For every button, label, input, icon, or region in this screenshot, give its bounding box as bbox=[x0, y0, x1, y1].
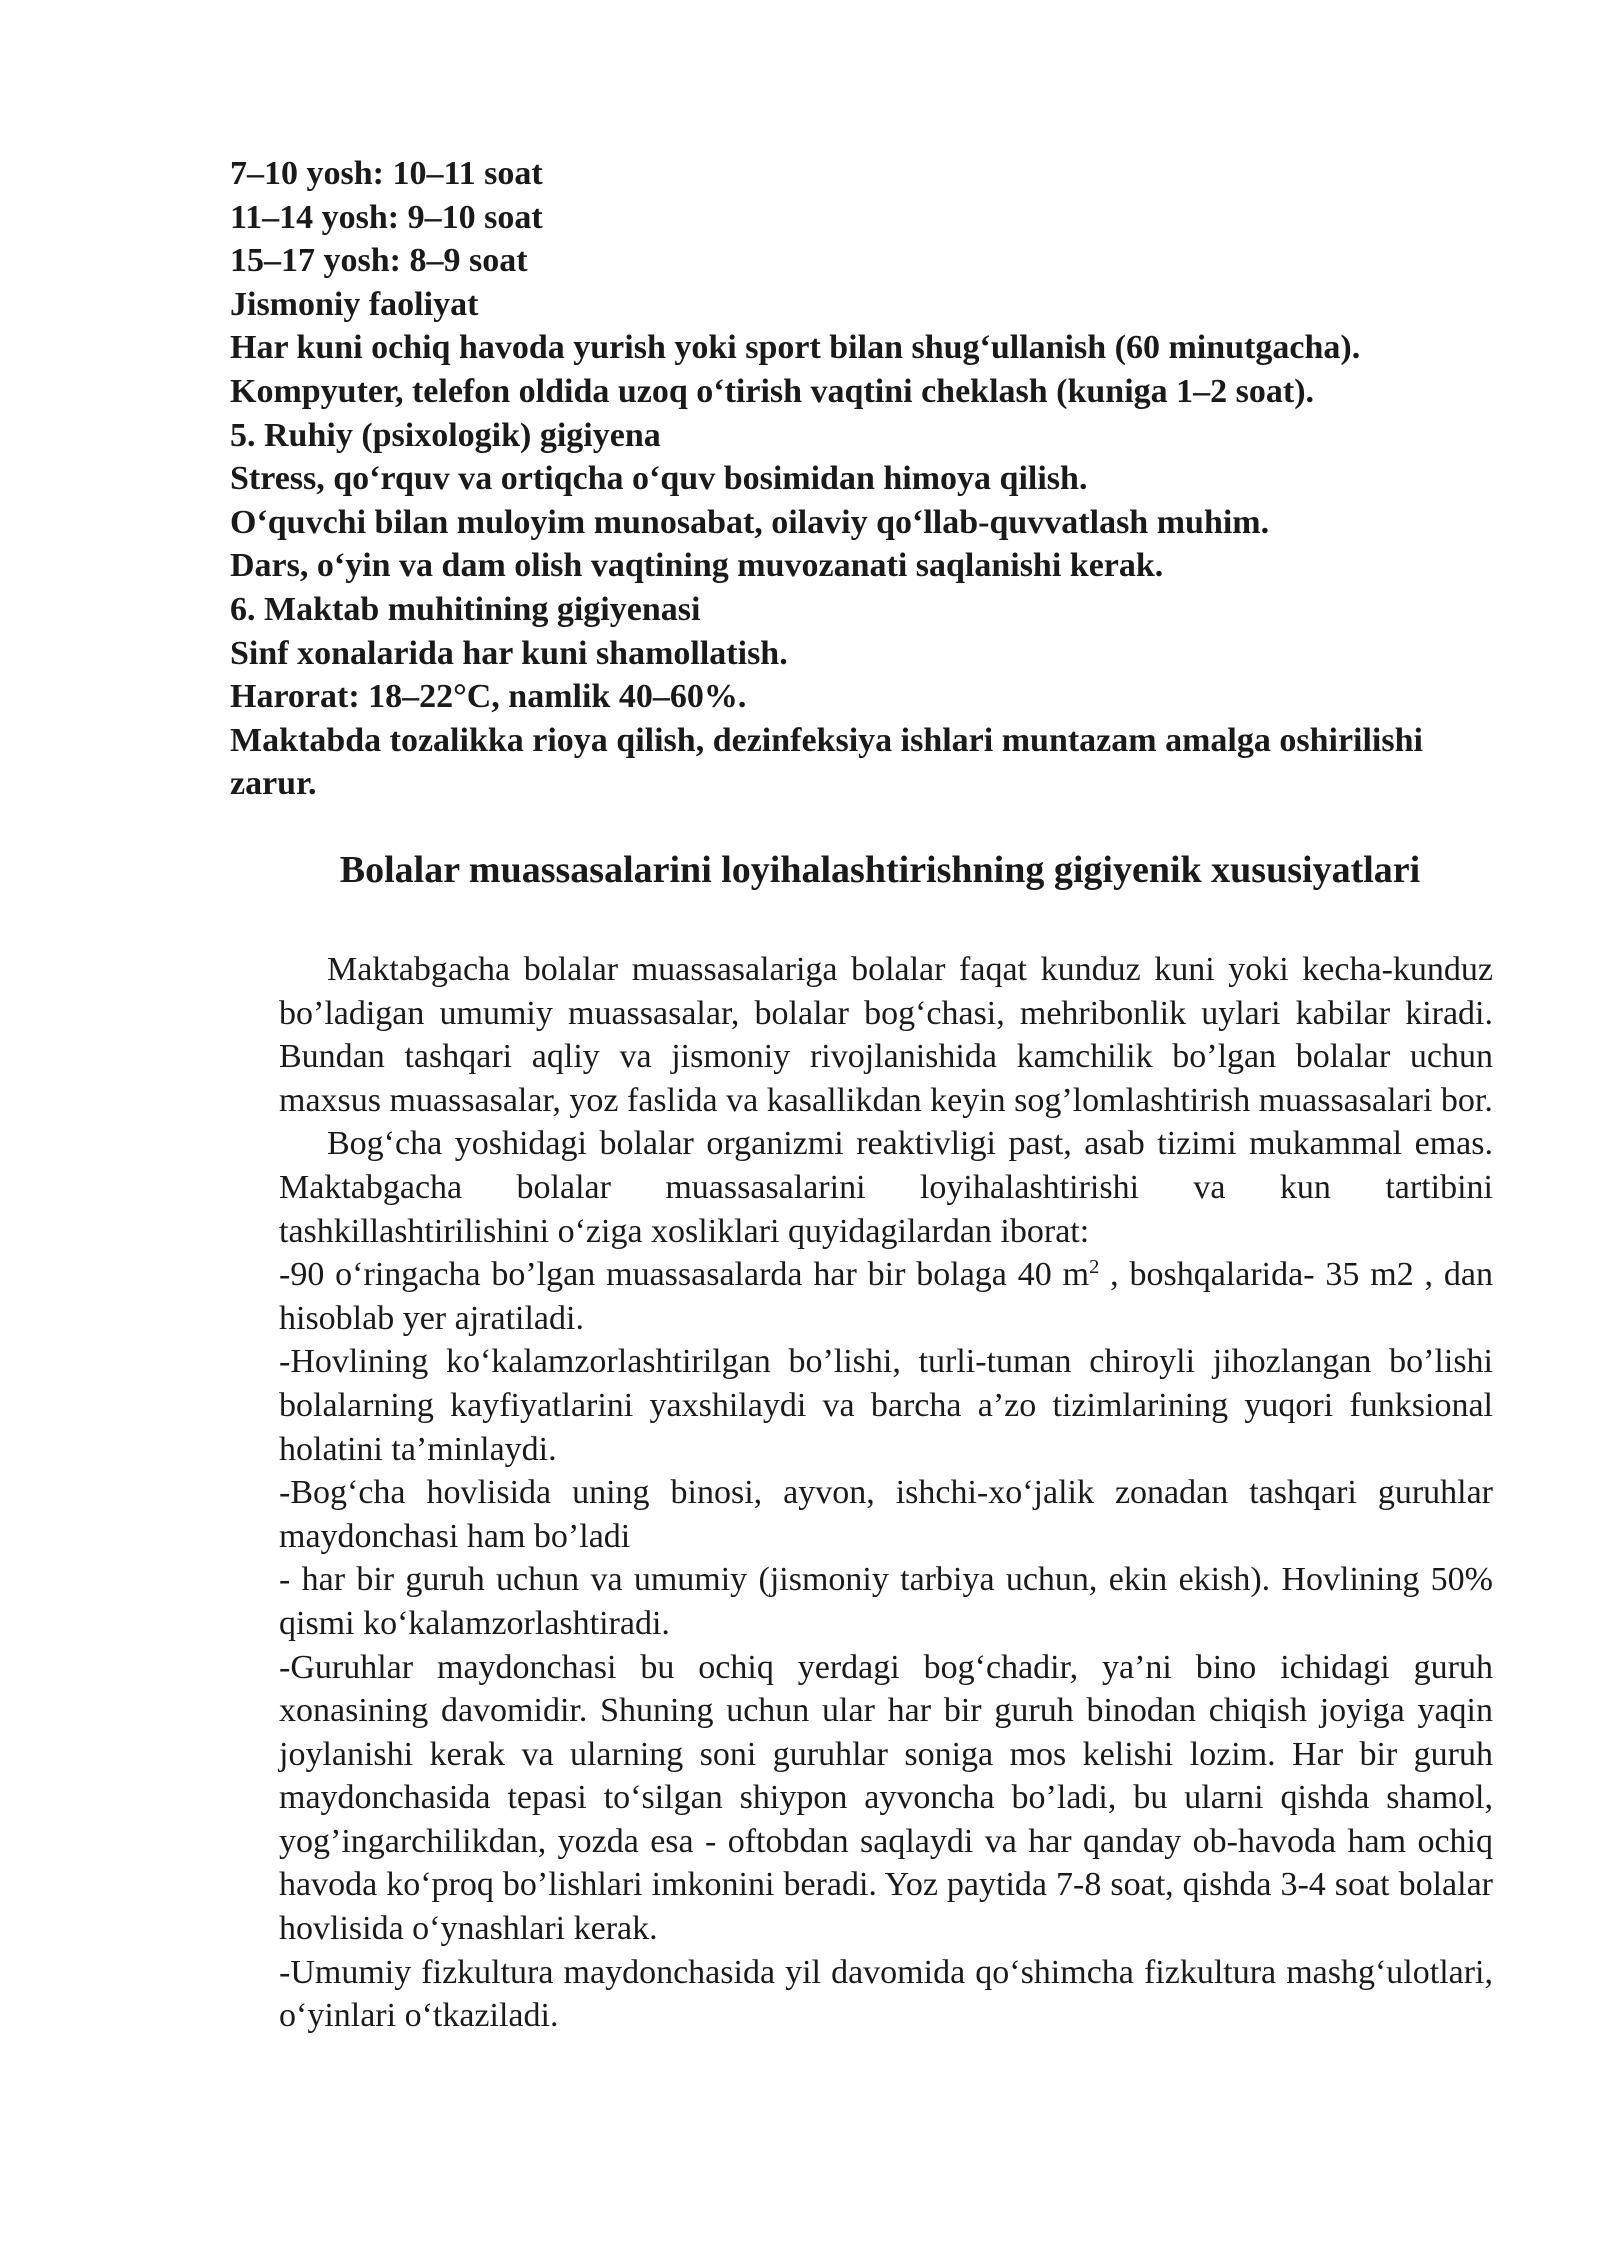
physical-activity-line-2: Kompyuter, telefon oldida uzoq o‘tirish vaqtini cheklash (kuniga 1–2 soat). bbox=[230, 372, 1315, 410]
sleep-11-14-line: 11–14 yosh: 9–10 soat bbox=[230, 198, 543, 236]
paragraph-5: -Bog‘cha hovlisida uning binosi, ayvon, ishchi-xo‘jalik zonadan tashqari guruhlar maydonchasi ham bo’ladi bbox=[279, 1474, 1493, 1555]
paragraph-2: Bog‘cha yoshidagi bolalar organizmi reaktivligi past, asab tizimi mukammal emas. Maktabgacha bolalar muassasalarini loyihalashtirishi va kun tartibini tashkillashtirilishini o‘ziga xosliklari quyidagilardan iborat: bbox=[279, 1125, 1493, 1250]
superscript-2: 2 bbox=[1089, 1256, 1100, 1279]
section-body bbox=[279, 948, 1493, 2038]
paragraph-7: -Guruhlar maydonchasi bu ochiq yerdagi bog‘chadir, ya’ni bino ichidagi guruh xonasining davomidir. Shuning uchun ular har bir guruh binodan chiqish joyiga yaqin joylanishi kerak va ularning soni guruhlar soniga mos kelishi lozim. Har bir guruh maydonchasida tepasi to‘silgan shiypon ayvoncha bo’ladi, bu ularni qishda shamol, yog’ingarchilikdan, yozda esa - oftobdan saqlaydi va har qanday ob-havoda ham ochiq havoda ko‘proq bo’lishlari imkonini beradi. Yoz paytida 7-8 soat, qishda 3-4 soat bolalar hovlisida o‘ynashlari kerak. bbox=[279, 1648, 1493, 1948]
bold-notes-block bbox=[230, 152, 1530, 806]
school-environment-line-3: Maktabda tozalikka rioya qilish, dezinfeksiya ishlari muntazam amalga oshirilishi zarur. bbox=[230, 721, 1423, 803]
psychological-line-3: Dars, o‘yin va dam olish vaqtining muvozanati saqlanishi kerak. bbox=[230, 547, 1164, 585]
school-environment-heading: 6. Maktab muhitining gigiyenasi bbox=[230, 590, 701, 628]
paragraph-1: Maktabgacha bolalar muassasalariga bolalar faqat kunduz kuni yoki kecha-kunduz bo’ladigan umumiy muassasalar, bolalar bog‘chasi, mehribonlik uylari kabilar kiradi. Bundan tashqari aqliy va jismoniy rivojlanishida kamchilik bo’lgan bolalar uchun maxsus muassasalar, yoz faslida va kasallikdan keyin sog’lomlashtirish muassasalari bor. bbox=[279, 951, 1493, 1119]
paragraph-3-rest: , boshqalarida- 35 m2 , dan hisoblab yer ajratiladi. bbox=[279, 1256, 1494, 1337]
paragraph-4: -Hovlining ko‘kalamzorlashtirilgan bo’lishi, turli-tuman chiroyli jihozlangan bo’lishi bolalarning kayfiyatlarini yaxshilaydi va barcha a’zo tizimlarining yuqori funksional holatini ta’minlaydi. bbox=[279, 1343, 1493, 1468]
physical-activity-line-1: Har kuni ochiq havoda yurish yoki sport bilan shug‘ullanish (60 minutgacha). bbox=[230, 329, 1361, 367]
school-environment-line-1: Sinf xonalarida har kuni shamollatish. bbox=[230, 634, 788, 672]
psychological-line-1: Stress, qo‘rquv va ortiqcha o‘quv bosimidan himoya qilish. bbox=[230, 460, 1088, 498]
physical-activity-heading: Jismoniy faoliyat bbox=[230, 285, 479, 323]
psychological-hygiene-heading: 5. Ruhiy (psixologik) gigiyena bbox=[230, 416, 661, 454]
paragraph-3-text: -90 o‘ringacha bo’lgan muassasalarda har bir bolaga 40 m bbox=[279, 1256, 1090, 1294]
paragraph-8: -Umumiy fizkultura maydonchasida yil davomida qo‘shimcha fizkultura mashg‘ulotlari, o‘yinlari o‘tkaziladi. bbox=[279, 1953, 1493, 2035]
paragraph-3 bbox=[279, 1253, 1493, 1340]
school-environment-line-2: Harorat: 18–22°C, namlik 40–60%. bbox=[230, 678, 747, 716]
sleep-15-17-line: 15–17 yosh: 8–9 soat bbox=[230, 242, 528, 280]
psychological-line-2: O‘quvchi bilan muloyim munosabat, oilaviy qo‘llab-quvvatlash muhim. bbox=[230, 503, 1270, 541]
paragraph-6: - har bir guruh uchun va umumiy (jismoniy tarbiya uchun, ekin ekish). Hovlining 50% qismi ko‘kalamzorlashtiradi. bbox=[279, 1561, 1493, 1642]
sleep-7-10-line: 7–10 yosh: 10–11 soat bbox=[230, 155, 543, 192]
section-heading: Bolalar muassasalarini loyihalashtirishning gigiyenik xususiyatlari bbox=[339, 849, 1421, 891]
